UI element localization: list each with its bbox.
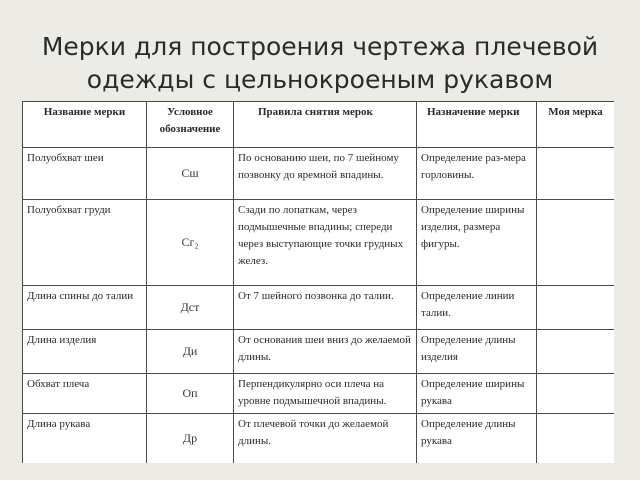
header-rule: Правила снятия мерок (234, 102, 417, 148)
header-symbol: Условное обозначение (147, 102, 234, 148)
cell-purpose: Определение длины рукава (417, 414, 537, 464)
cell-purpose: Определение ширины изделия, размера фигуры. (417, 200, 537, 286)
cell-purpose: Определение линии талии. (417, 286, 537, 330)
cell-name: Длина изделия (23, 330, 147, 374)
measurements-table (22, 101, 614, 463)
cell-name: Обхват плеча (23, 374, 147, 414)
cell-rule: Перпендикулярно оси плеча на уровне подмышечной впадины. (234, 374, 417, 414)
cell-symbol: Сг₂ (147, 200, 234, 286)
cell-mine[interactable] (537, 330, 615, 374)
cell-purpose: Определение длины изделия (417, 330, 537, 374)
cell-purpose: Определение ширины рукава (417, 374, 537, 414)
table-header-row (23, 102, 615, 148)
cell-rule: От плечевой точки до желаемой длины. (234, 414, 417, 464)
cell-symbol: Др (147, 414, 234, 464)
cell-name: Длина спины до талии (23, 286, 147, 330)
cell-symbol: Дст (147, 286, 234, 330)
cell-rule: По основанию шеи, по 7 шейному позвонку до яремной впадины. (234, 148, 417, 200)
table-row (23, 148, 615, 200)
cell-purpose: Определение раз-мера горловины. (417, 148, 537, 200)
cell-name: Полуобхват груди (23, 200, 147, 286)
cell-symbol: Сш (147, 148, 234, 200)
header-purpose: Назначение мерки (417, 102, 537, 148)
table-row (23, 286, 615, 330)
cell-mine[interactable] (537, 200, 615, 286)
cell-mine[interactable] (537, 414, 615, 464)
slide-title: Мерки для построения чертежа плечевой одежды с цельнокроеным рукавом (41, 32, 599, 94)
cell-symbol: Оп (147, 374, 234, 414)
cell-mine[interactable] (537, 148, 615, 200)
header-mine: Моя мерка (537, 102, 615, 148)
cell-rule: От основания шеи вниз до желаемой длины. (234, 330, 417, 374)
cell-symbol: Ди (147, 330, 234, 374)
table-row (23, 374, 615, 414)
header-name: Название мерки (23, 102, 147, 148)
cell-name: Полуобхват шеи (23, 148, 147, 200)
measurements-table-container (22, 101, 614, 463)
table-row (23, 330, 615, 374)
table-row (23, 414, 615, 464)
cell-mine[interactable] (537, 286, 615, 330)
cell-rule: От 7 шейного позвонка до талии. (234, 286, 417, 330)
cell-name: Длина рукава (23, 414, 147, 464)
table-row (23, 200, 615, 286)
cell-rule: Сзади по лопаткам, через подмышечные впадины; спереди через выступающие точки грудных желез. (234, 200, 417, 286)
cell-mine[interactable] (537, 374, 615, 414)
